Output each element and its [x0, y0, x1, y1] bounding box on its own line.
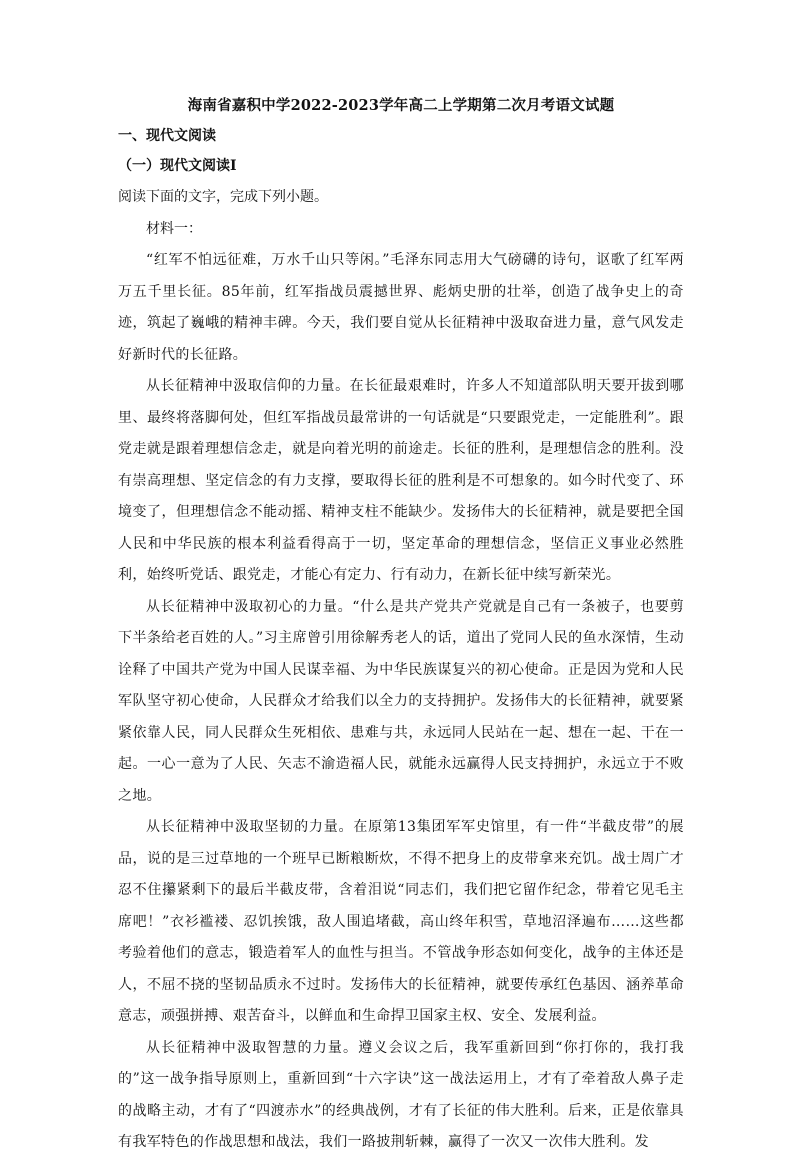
material-label: 材料一：	[146, 220, 202, 237]
paragraph: 从长征精神中汲取初心的力量。“什么是共产党共产党就是自己有一条被子，也要剪下半条给老百姓的人。”习主席曾引用徐解秀老人的话，道出了党同人民的鱼水深情，生动诠释了中国共产党为中国人民谋幸福、为中华民族谋复兴的初心使命。正是因为党和人民军队坚守初心使命，人民群众才给我们以全力的支持拥护。发扬伟大的长征精神，就要紧紧依靠人民，同人民群众生死相依、患难与共，永远同人民站在一起、想在一起、干在一起。一心一意为了人民、矢志不渝造福人民，就能永远赢得人民支持拥护，永远立于不败之地。	[118, 598, 684, 804]
paragraph: 从长征精神中汲取坚韧的力量。在原第13集团军军史馆里，有一件“半截皮带”的展品，说的是三过草地的一个班早已断粮断炊，不得不把身上的皮带拿来充饥。战士周广才忍不住攥紧剩下的最后半截皮带，含着泪说“同志们，我们把它留作纪念，带着它见毛主席吧！”衣衫褴褛、忍饥挨饿，敌人围追堵截，高山终年积雪，草地沼泽遍布……这些都考验着他们的意志，锻造着军人的血性与担当。不管战争形态如何变化，战争的主体还是人，不屈不挠的坚韧品质永不过时。发扬伟大的长征精神，就要传承红色基因、涵养革命意志，顽强拼搏、艰苦奋斗，以鲜血和生命捍卫国家主权、安全、发展利益。	[118, 819, 684, 1024]
document-page	[118, 93, 684, 1159]
paragraph: 从长征精神中汲取智慧的力量。遵义会议之后，我军重新回到“你打你的，我打我的”这一战争指导原则上，重新回到“十六字诀”这一战法运用上，才有了牵着敌人鼻子走的战略主动，才有了“四渡赤水”的经典战例，才有了长征的伟大胜利。后来，正是依靠具有我军特色的作战思想和战法，我们一路披荆斩棘，赢得了一次又一次伟大胜利。发	[118, 1039, 684, 1150]
document-title: 海南省嘉积中学2022-2023学年高二上学期第二次月考语文试题	[187, 97, 615, 114]
paragraph: “红军不怕远征难，万水千山只等闲。”毛泽东同志用大气磅礴的诗句，讴歌了红军两万五千里长征。85年前，红军指战员震撼世界、彪炳史册的壮举，创造了战争史上的奇迹，筑起了巍峨的精神丰碑。今天，我们要自觉从长征精神中汲取奋进力量，意气风发走好新时代的长征路。	[118, 252, 684, 363]
paragraph: 从长征精神中汲取信仰的力量。在长征最艰难时，许多人不知道部队明天要开拔到哪里、最终将落脚何处，但红军指战员最常讲的一句话就是“只要跟党走，一定能胜利”。跟党走就是跟着理想信念走，就是向着光明的前途走。长征的胜利，是理想信念的胜利。没有崇高理想、坚定信念的有力支撑，要取得长征的胜利是不可想象的。如今时代变了、环境变了，但理想信念不能动摇、精神支柱不能缺少。发扬伟大的长征精神，就是要把全国人民和中华民族的根本利益看得高于一切，坚定革命的理想信念，坚信正义事业必然胜利，始终听党话、跟党走，才能心有定力、行有动力，在新长征中续写新荣光。	[118, 378, 684, 583]
instruction-text: 阅读下面的文字，完成下列小题。	[118, 189, 328, 205]
subsection-heading: （一）现代文阅读Ⅰ	[118, 158, 237, 174]
section-heading: 一、现代文阅读	[118, 128, 216, 144]
